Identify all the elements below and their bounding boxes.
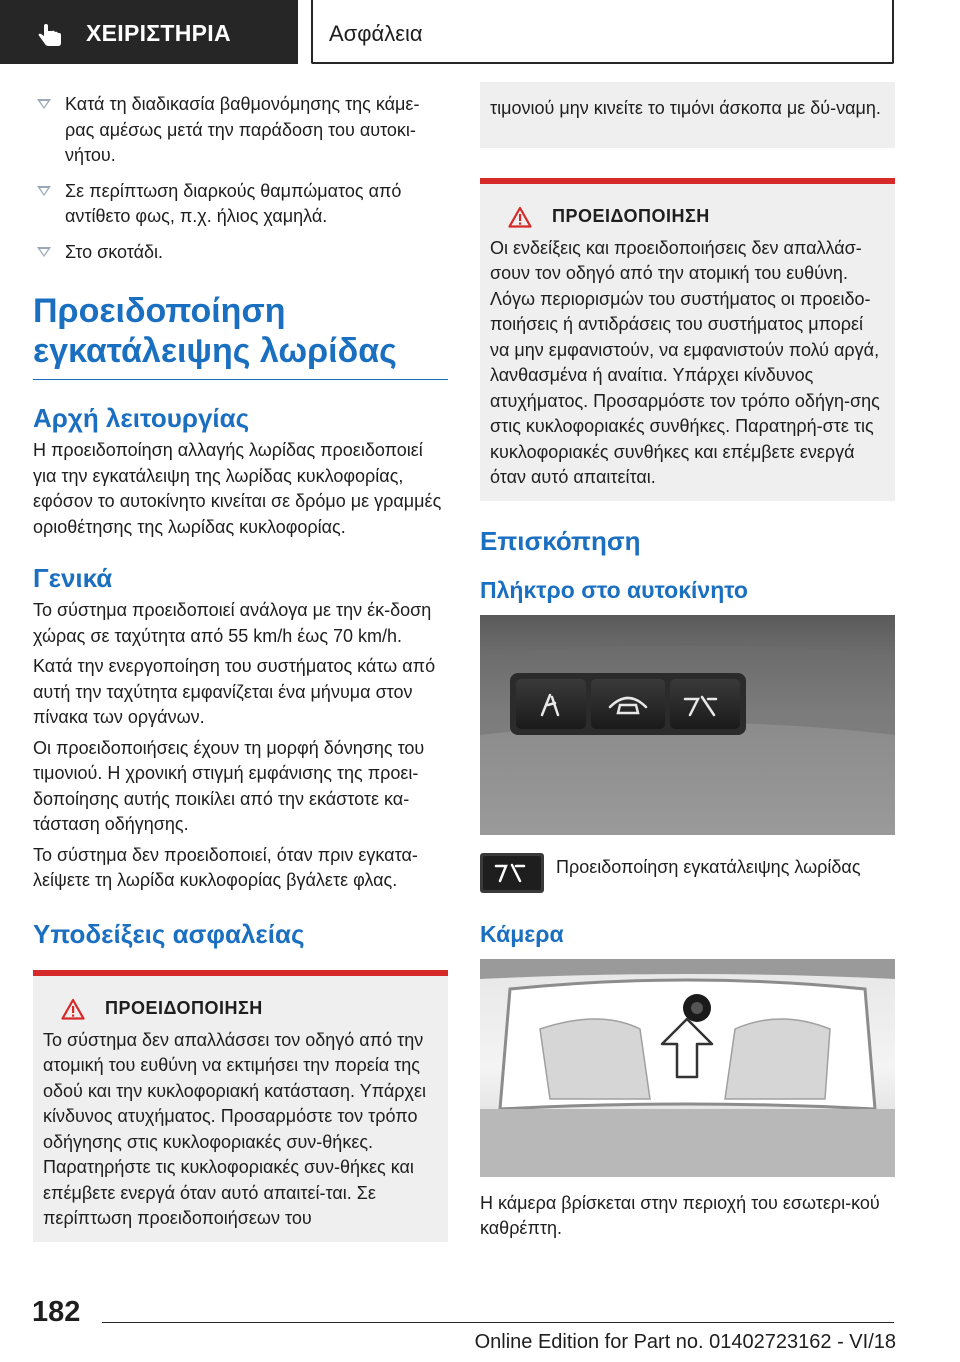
lane-departure-warning-icon [480,853,544,893]
section-heading-principle: Αρχή λειτουργίας [33,403,250,433]
header-section-label: Ασφάλεια [329,21,423,46]
triangle-bullet-icon [37,99,51,109]
paragraph: Κατά την ενεργοποίηση του συστήματος κάτω από αυτή την ταχύτητα εμφανίζεται ένα μήνυμα στον πίνακα των οργάνων. [33,656,436,727]
left-column [33,92,448,1242]
warning-box [480,178,895,501]
camera-photo [480,959,895,1177]
header-section [311,0,894,64]
footer-divider [102,1322,894,1323]
subheading-button: Πλήκτρο στο αυτοκίνητο [480,576,748,603]
triangle-bullet-icon [37,186,51,196]
warning-title: ΠΡΟΕΙΔΟΠΟΙΗΣΗ [552,206,710,226]
page-number: 182 [32,1296,81,1328]
paragraph: Το σύστημα δεν προειδοποιεί, όταν πριν εγκατα-λείψετε τη λωρίδα κυκλοφορίας βγάλετε φλας. [33,844,418,890]
button-caption: Προειδοποίηση εγκατάλειψης λωρίδας [556,856,861,877]
list-item: Κατά τη διαδικασία βαθμονόμησης της κάμε-ρας αμέσως μετά την παράδοση του αυτοκι-νήτου. [33,92,448,169]
warning-title: ΠΡΟΕΙΔΟΠΟΙΗΣΗ [105,998,263,1018]
section-heading-general: Γενικά [33,563,113,593]
list-item: Στο σκοτάδι. [33,240,448,266]
warning-text: Οι ενδείξεις και προειδοποιήσεις δεν απαλλάσ-σουν τον οδηγό από την ατομική του ευθύνη. Λόγω περιορισμών του συστήματος οι προειδο-ποιήσεις ή αντιδράσεις του συστήματος μπορεί να μην εμφανιστούν, να εμφανιστούν πολύ αργά, λανθασμένα ή αναίτια. Υπάρχει κίνδυνος ατυχήματος. Προσαρμόστε τον τρόπο οδήγη-σης στις κυκλοφοριακές συνθήκες. Παρατηρή-στε τις κυκλοφοριακές συνθήκες και επέμβετε ενεργά όταν αυτό απαιτείται. [490,237,880,487]
warning-text: Το σύστημα δεν απαλλάσσει τον οδηγό από την ατομική του ευθύνη να εκτιμήσει την πορεία της οδού και την κυκλοφοριακή κατάσταση. Υπάρχει κίνδυνος ατυχήματος. Προσαρμόστε τον τρόπο οδήγησης στις κυκλοφοριακές συν-θήκες. Παρατηρήστε τις κυκλοφοριακές συν-θήκες και επέμβετε ενεργά όταν αυτό απαιτεί-ται. Σε περίπτωση προειδοποιήσεων του [43,1029,427,1228]
header-tab-label: ΧΕΙΡΙΣΤΗΡΙΑ [86,20,231,46]
paragraph: Οι προειδοποιήσεις έχουν τη μορφή δόνησης του τιμονιού. Η χρονική στιγμή εμφάνισης της προει-δοποίησης αυτής ποικίλει από την εκάστοτε κα-τάσταση οδήγησης. [33,737,425,834]
section-heading-safety: Υποδείξεις ασφαλείας [33,918,305,949]
warning-triangle-icon [61,998,85,1020]
edition-text: Online Edition for Part no. 01402723162 - VI/18 [474,1331,896,1353]
triangle-bullet-icon [37,247,51,257]
bullet-list [33,92,448,265]
warning-box-continued [480,82,895,148]
warning-triangle-icon [508,206,532,228]
button-panel-photo [480,615,895,835]
section-heading-overview: Επισκόπηση [480,525,641,556]
page-title: Προειδοποίηση εγκατάλειψης λωρίδας [33,291,448,380]
button-caption-row [480,853,895,893]
paragraph: Το σύστημα προειδοποιεί ανάλογα με την έκ-δοση χώρας σε ταχύτητα από 55 km/h έως 70 km/h. [33,600,432,646]
subheading-camera: Κάμερα [480,920,564,947]
right-column [480,92,895,1242]
hand-pointer-icon [38,22,68,53]
principle-text: Η προειδοποίηση αλλαγής λωρίδας προειδοποιεί για την εγκατάλειψη της λωρίδας κυκλοφορίας, εφόσον το αυτοκίνητο κινείται σε δρόμο με γραμμές οριοθέτησης της λωρίδας κυκλοφορίας. [33,440,442,537]
warning-box [33,970,448,1242]
camera-caption: Η κάμερα βρίσκεται στην περιοχή του εσωτερι-κού καθρέπτη. [480,1192,880,1238]
warning-text-continued: τιμονιού μην κινείτε το τιμόνι άσκοπα με δύ-ναμη. [490,98,881,118]
header-tab[interactable] [0,0,298,64]
list-item: Σε περίπτωση διαρκούς θαμπώματος από αντίθετο φως, π.χ. ήλιος χαμηλά. [33,179,448,230]
